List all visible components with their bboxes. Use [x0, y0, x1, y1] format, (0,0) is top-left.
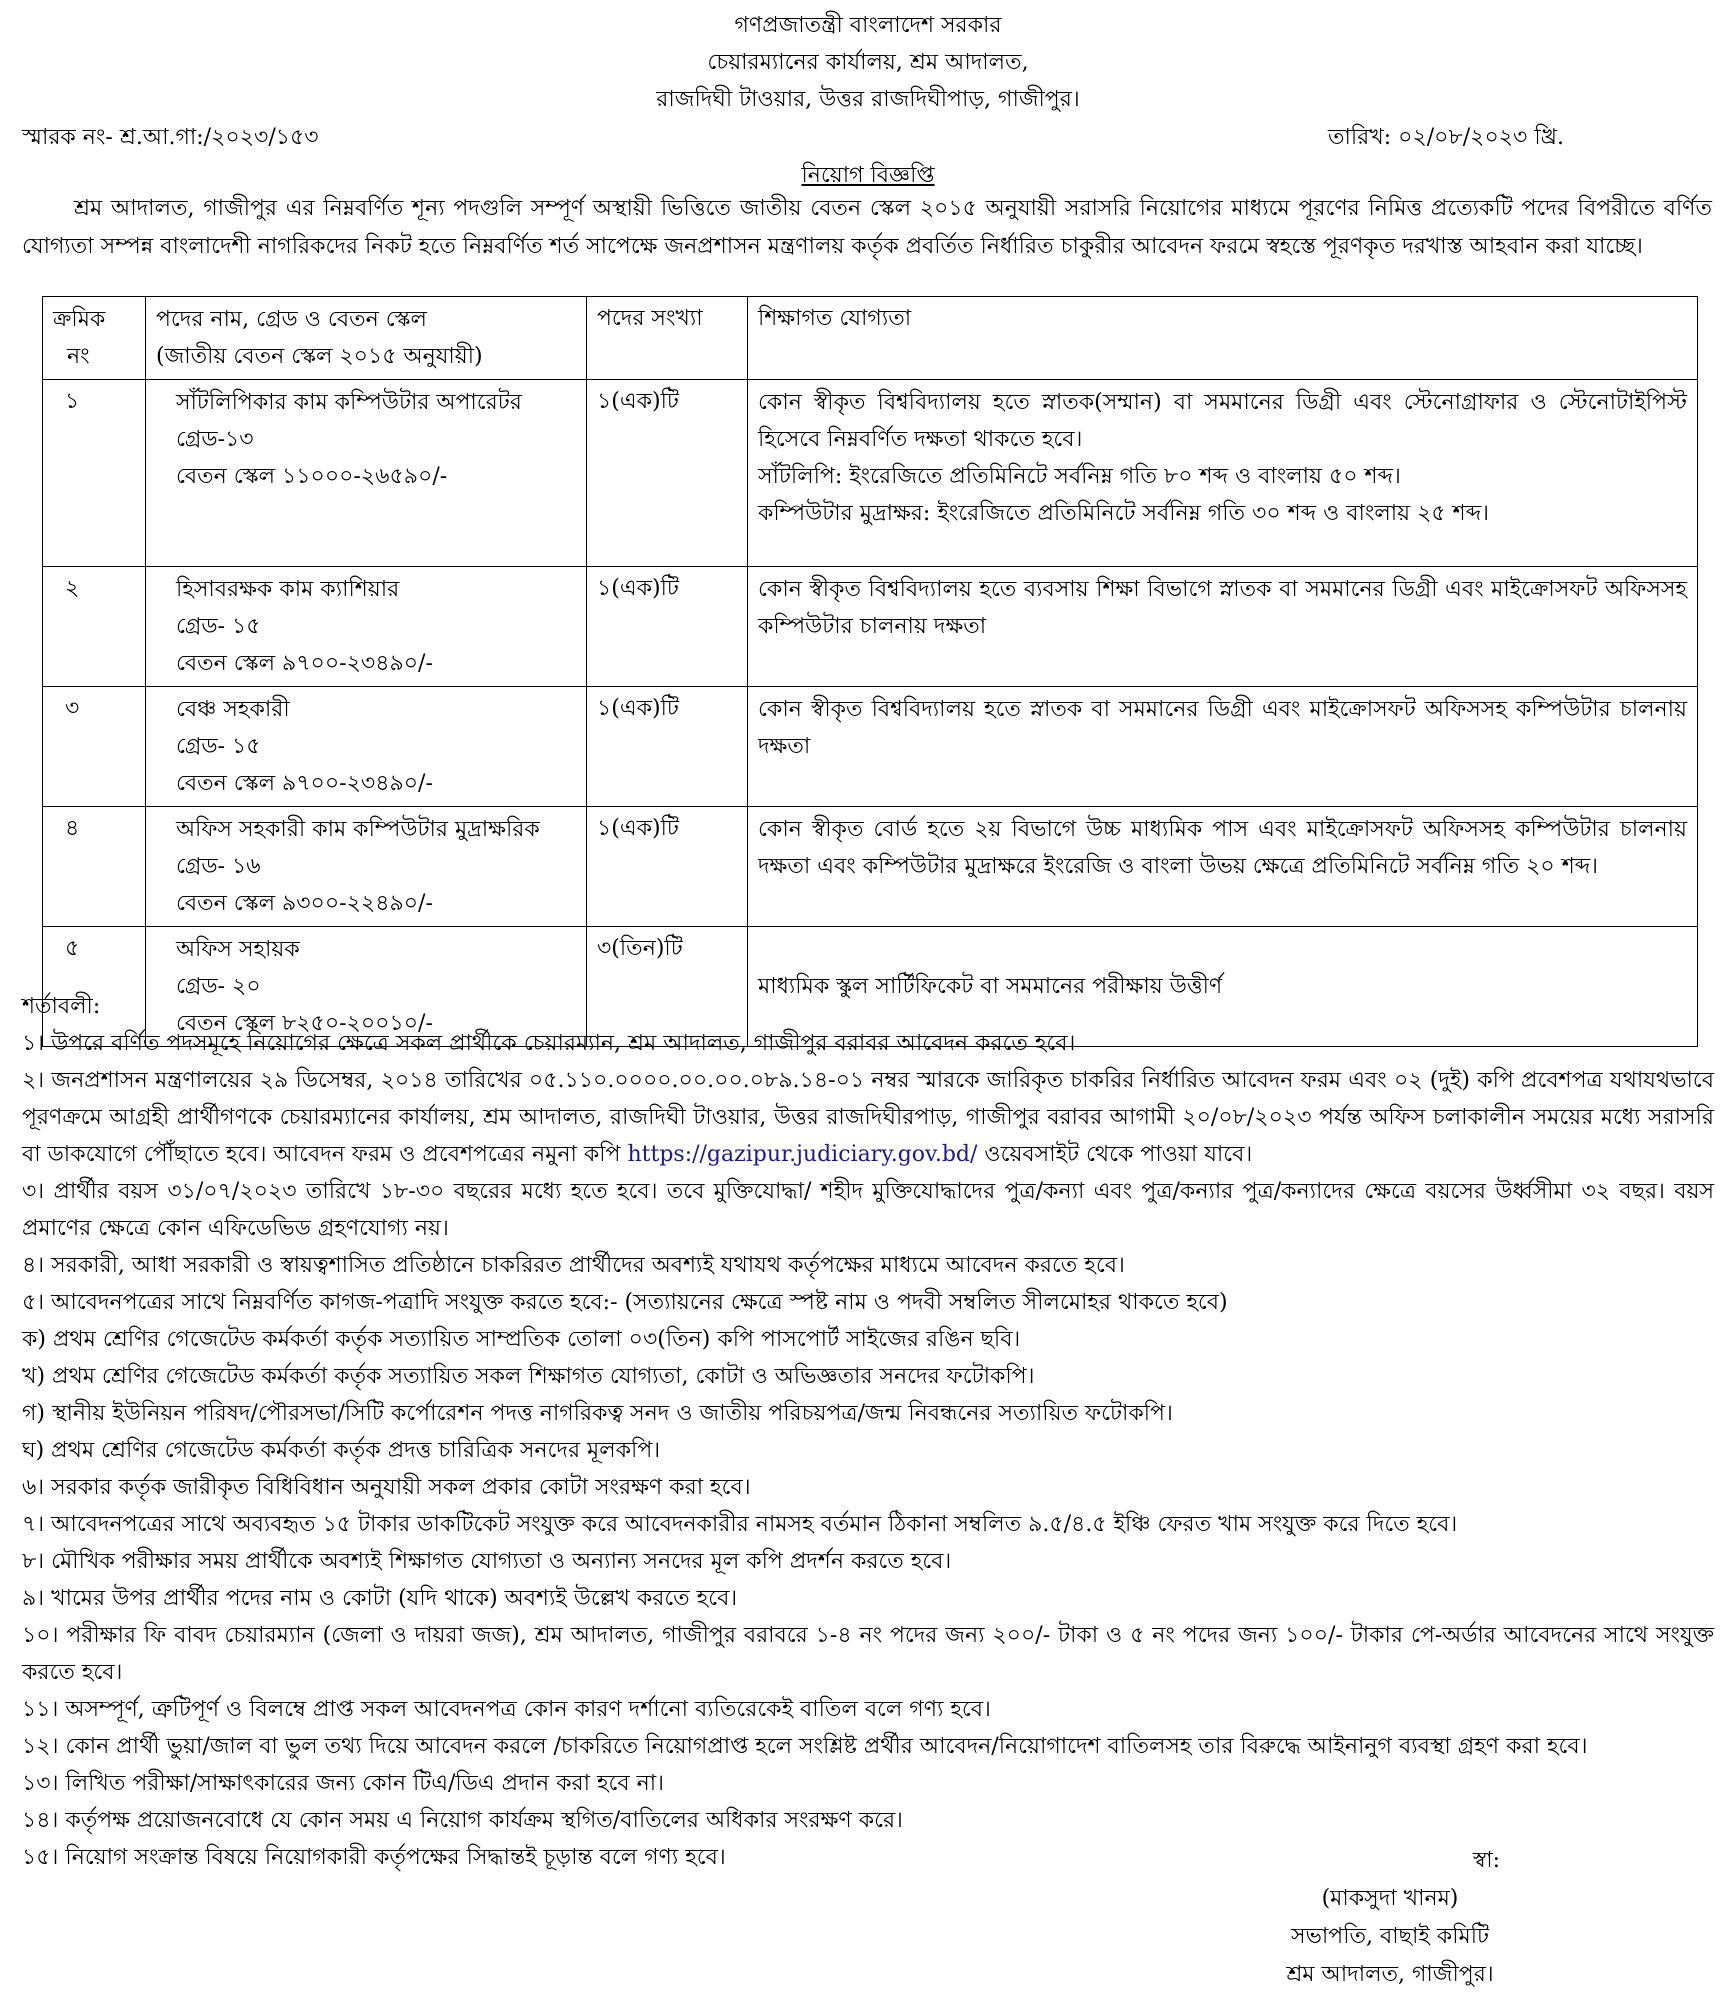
conditions-section — [22, 988, 1714, 1876]
post-name: অফিস সহকারী কাম কম্পিউটার মুদ্রাক্ষরিক — [176, 817, 540, 842]
header-count: পদের সংখ্যা — [587, 297, 748, 380]
condition-subitem: ঘ) প্রথম শ্রেণির গেজেটেড কর্মকর্তা কর্তৃক প্রদত্ত চারিত্রিক সনদের মূলকপি। — [22, 1438, 661, 1463]
post-grade: গ্রেড- ১৫ — [176, 734, 261, 759]
table-row — [43, 807, 1698, 927]
post-name: অফিস সহায়ক — [176, 937, 300, 962]
row-serial: ৩ — [43, 687, 146, 807]
row-qualification — [748, 807, 1698, 927]
condition-item: ১। উপরে বর্ণিত পদসমূহে নিয়োগের ক্ষেত্রে সকল প্রার্থীকে চেয়ারম্যান, শ্রম আদালত, গাজীপুর বরাবর আবেদন করতে হবে। — [22, 1031, 1076, 1056]
condition-item: ১২। কোন প্রার্থী ভুয়া/জাল বা ভুল তথ্য দিয়ে আবেদন করলে /চাকরিতে নিয়োগপ্রাপ্ত হলে সংশ্লিষ্ট প্রর্থীর আবেদন/নিয়োগাদেশ বাতিলসহ তার বিরুদ্ধে আইনানুগ ব্যবস্থা গ্রহণ করা হবে। — [22, 1734, 1588, 1759]
row-post — [146, 567, 587, 687]
post-name: সাঁটলিপিকার কাম কম্পিউটার অপারেটর — [176, 390, 522, 415]
condition-item: ৯। খামের উপর প্রার্থীর পদের নাম ও কোটা (যদি থাকে) অবশ্যই উল্লেখ করতে হবে। — [22, 1586, 738, 1611]
row-count: ১(এক)টি — [587, 380, 748, 567]
row-count: ৩(তিন)টি — [587, 927, 748, 1047]
post-name: বেঞ্চ সহকারী — [176, 697, 290, 722]
intro-paragraph: শ্রম আদালত, গাজীপুর এর নিম্নবর্ণিত শূন্য পদগুলি সম্পূর্ণ অস্থায়ী ভিত্তিতে জাতীয় বেতন স্কেল ২০১৫ অনুযায়ী সরাসরি নিয়োগের মাধ্যমে পূরণের নিমিত্ত প্রত্যেকটি পদের বিপরীতে বর্ণিত যোগ্যতা সম্পন্ন বাংলাদেশী নাগরিকদের নিকট হতে নিম্নবর্ণিত শর্ত সাপেক্ষে জনপ্রশাসন মন্ত্রণালয় কর্তৃক প্রবর্তিত নির্ধারিত চাকুরীর আবেদন ফরমে স্বহস্তে পূরণকৃত দরখাস্ত আহবান করা যাচ্ছে। — [22, 196, 1712, 259]
header-address: রাজদিঘী টাওয়ার, উত্তর রাজদিঘীপাড়, গাজীপুর। — [656, 87, 1080, 112]
row-post — [146, 380, 587, 567]
condition-item: ৬। সরকার কর্তৃক জারীকৃত বিধিবিধান অনুযায়ী সকল প্রকার কোটা সংরক্ষণ করা হবে। — [22, 1475, 751, 1500]
table-row — [43, 380, 1698, 567]
condition-subitem: ক) প্রথম শ্রেণির গেজেটেড কর্মকর্তা কর্তৃক সত্যায়িত সাম্প্রতিক তোলা ০৩(তিন) কপি পাসপোর্ট সাইজের রঙিন ছবি। — [22, 1327, 1021, 1352]
website-link[interactable]: https://gazipur.judiciary.gov.bd/ — [627, 1142, 978, 1167]
row-count: ১(এক)টি — [587, 687, 748, 807]
memo-number: স্মারক নং- শ্র.আ.গা:/২০২৩/১৫৩ — [22, 125, 319, 150]
post-name: হিসাবরক্ষক কাম ক্যাশিয়ার — [176, 577, 400, 602]
header-post: পদের নাম, গ্রেড ও বেতন স্কেল (জাতীয় বেতন স্কেল ২০১৫ অনুযায়ী) — [146, 297, 587, 380]
row-post — [146, 807, 587, 927]
condition-item: ২। জনপ্রশাসন মন্ত্রণালয়ের ২৯ ডিসেম্বর, ২০১৪ তারিখের ০৫.১১০.০০০০.০০.০০.০৮৯.১৪-০১ নম্বর স্মারকে জারিকৃত চাকরির নির্ধারিত আবেদন ফরম এবং ০২ (দুই) কপি প্রবেশপত্র যথাযথভাবে পূরণক্রমে আগ্রহী প্রার্থীগণকে চেয়ারম্যানের কার্যালয়, শ্রম আদালত, রাজদিঘী টাওয়ার, উত্তর রাজদিঘীরপাড়, গাজীপুর বরাবর আগামী ২০/০৮/২০২৩ পর্যন্ত অফিস চলাকালীন সময়ের মধ্যে সরাসরি বা ডাকযোগে পৌঁছাতে হবে। আবেদন ফরম ও প্রবেশপত্রের নমুনা কপি https://gazipur.judiciary.gov.bd/ ওয়েবসাইট থেকে পাওয়া যাবে। — [22, 1068, 1714, 1167]
condition-item: ৩। প্রার্থীর বয়স ৩১/০৭/২০২৩ তারিখে ১৮-৩০ বছরের মধ্যে হতে হবে। তবে মুক্তিযোদ্ধা/ শহীদ মুক্তিযোদ্ধাদের পুত্র/কন্যা এবং পুত্র/কন্যার পুত্র/কন্যাদের ক্ষেত্রে বয়সের উর্ধ্বসীমা ৩২ বছর। বয়স প্রমাণের ক্ষেত্রে কোন এফিডেভিড গ্রহণযোগ্য নয়। — [22, 1179, 1714, 1241]
condition-subitem: খ) প্রথম শ্রেণির গেজেটেড কর্মকর্তা কর্তৃক সত্যায়িত সকল শিক্ষাগত যোগ্যতা, কোটা ও অভিজ্ঞতার সনদের ফটোকপি। — [22, 1364, 1035, 1389]
row-count: ১(এক)টি — [587, 807, 748, 927]
row-serial: ৪ — [43, 807, 146, 927]
qualification-text: কোন স্বীকৃত বিশ্ববিদ্যালয় হতে স্নাতক(সম্মান) বা সমমানের ডিগ্রী এবং স্টেনোগ্রাফার ও স্টেনোটাইপিস্ট হিসেবে নিম্নবর্ণিত দক্ষতা থাকতে হবে। — [758, 390, 1687, 452]
signatory-office: শ্রম আদালত, গাজীপুর। — [1286, 1962, 1494, 1987]
table-header-row — [43, 297, 1698, 380]
condition-item: ১০। পরীক্ষার ফি বাবদ চেয়ারম্যান (জেলা ও দায়রা জজ), শ্রম আদালত, গাজীপুর বরাবরে ১-৪ নং পদের জন্য ২০০/- টাকা ও ৫ নং পদের জন্য ১০০/- টাকার পে-অর্ডার আবেদনের সাথে সংযুক্ত করতে হবে। — [22, 1623, 1714, 1685]
header-office: চেয়ারম্যানের কার্যালয়, শ্রম আদালত, — [707, 50, 1029, 75]
qualification-text: কোন স্বীকৃত বিশ্ববিদ্যালয় হতে স্নাতক বা সমমানের ডিগ্রী এবং মাইক্রোসফট অফিসসহ কম্পিউটার চালনায় দক্ষতা — [758, 697, 1687, 759]
header-government: গণপ্রজাতন্ত্রী বাংলাদেশ সরকার — [734, 13, 1002, 38]
post-scale: বেতন স্কেল ৮২৫০-২০০১০/- — [176, 1011, 433, 1036]
signatory-name: (মাকসুদা খানম) — [1321, 1886, 1459, 1911]
qualification-text: সাঁটলিপি: ইংরেজিতে প্রতিমিনিটে সর্বনিম্ন গতি ৮০ শব্দ ও বাংলায় ৫০ শব্দ। — [758, 464, 1401, 489]
row-qualification — [748, 380, 1698, 567]
condition-item: ৭। আবেদনপত্রের সাথে অব্যবহৃত ১৫ টাকার ডাকটিকেট সংযুক্ত করে আবেদনকারীর নামসহ বর্তমান ঠিকানা সম্বলিত ৯.৫/৪.৫ ইঞ্চি ফেরত খাম সংযুক্ত করে দিতে হবে। — [22, 1512, 1458, 1537]
post-grade: গ্রেড- ১৫ — [176, 614, 261, 639]
row-serial: ১ — [43, 380, 146, 567]
row-qualification — [748, 567, 1698, 687]
post-scale: বেতন স্কেল ৯৭০০-২৩৪৯০/- — [176, 651, 433, 676]
condition-item: ১৫। নিয়োগ সংক্রান্ত বিষয়ে নিয়োগকারী কর্তৃপক্ষের সিদ্ধান্তই চূড়ান্ত বলে গণ্য হবে। — [22, 1845, 726, 1870]
header-qualification: শিক্ষাগত যোগ্যতা — [748, 297, 1698, 380]
signature-mark: স্বা: — [1472, 1848, 1500, 1873]
post-scale: বেতন স্কেল ৯৭০০-২৩৪৯০/- — [176, 771, 433, 796]
post-scale: বেতন স্কেল ৯৩০০-২২৪৯০/- — [176, 891, 433, 916]
row-count: ১(এক)টি — [587, 567, 748, 687]
condition-item: ১১। অসম্পূর্ণ, ত্রুটিপূর্ণ ও বিলম্বে প্রাপ্ত সকল আবেদনপত্র কোন কারণ দর্শানো ব্যতিরেকেই বাতিল বলে গণ্য হবে। — [22, 1697, 991, 1722]
condition-subitem: গ) স্থানীয় ইউনিয়ন পরিষদ/পৌরসভা/সিটি কর্পোরেশন পদত্ত নাগরিকত্ব সনদ ও জাতীয় পরিচয়পত্র/জন্ম নিবন্ধনের সত্যায়িত ফটোকপি। — [22, 1401, 1173, 1426]
row-serial: ২ — [43, 567, 146, 687]
post-scale: বেতন স্কেল ১১০০০-২৬৫৯০/- — [176, 464, 448, 489]
table-row — [43, 687, 1698, 807]
condition-item: ১৪। কর্তৃপক্ষ প্রয়োজনবোধে যে কোন সময় এ নিয়োগ কার্যক্রম স্থগিত/বাতিলের অধিকার সংরক্ষণ করে। — [22, 1808, 903, 1833]
header-serial: ক্রমিক নং — [43, 297, 146, 380]
row-qualification — [748, 687, 1698, 807]
condition-item: ৮। মৌখিক পরীক্ষার সময় প্রার্থীকে অবশ্যই শিক্ষাগত যোগ্যতা ও অন্যান্য সনদের মূল কপি প্রদর্শন করতে হবে। — [22, 1549, 952, 1574]
row-post — [146, 687, 587, 807]
condition-item: ৫। আবেদনপত্রের সাথে নিম্নবর্ণিত কাগজ-পত্রাদি সংযুক্ত করতে হবে:- (সত্যায়নের ক্ষেত্রে স্পষ্ট নাম ও পদবী সম্বলিত সীলমোহর থাকতে হবে) — [22, 1290, 1228, 1315]
qualification-text: কোন স্বীকৃত বিশ্ববিদ্যালয় হতে ব্যবসায় শিক্ষা বিভাগে স্নাতক বা সমমানের ডিগ্রী এবং মাইক্রোসফট অফিসসহ কম্পিউটার চালনায় দক্ষতা — [758, 577, 1687, 639]
conditions-heading: শর্তাবলী: — [22, 994, 101, 1019]
signature-block — [1240, 1842, 1540, 1994]
table-row — [43, 567, 1698, 687]
notice-date: তারিখ: ০২/০৮/২০২৩ খ্রি. — [1328, 125, 1565, 150]
page-title: নিয়োগ বিজ্ঞপ্তি — [801, 163, 935, 188]
posts-table — [42, 296, 1698, 1047]
qualification-text: মাধ্যমিক স্কুল সার্টিফিকেট বা সমমানের পরীক্ষায় উত্তীর্ণ — [758, 974, 1223, 999]
signatory-designation: সভাপতি, বাছাই কমিটি — [1291, 1924, 1489, 1949]
condition-item: ৪। সরকারী, আধা সরকারী ও স্বায়ত্বশাসিত প্রতিষ্ঠানে চাকরিরত প্রার্থীদের অবশ্যই যথাযথ কর্তৃপক্ষের মাধ্যমে আবেদন করতে হবে। — [22, 1253, 1125, 1278]
post-grade: গ্রেড- ২০ — [176, 974, 261, 999]
post-grade: গ্রেড-১৩ — [176, 427, 254, 452]
qualification-text: কম্পিউটার মুদ্রাক্ষর: ইংরেজিতে প্রতিমিনিটে সর্বনিম্ন গতি ৩০ শব্দ ও বাংলায় ২৫ শব্দ। — [758, 501, 1490, 526]
row-serial: ৫ — [43, 927, 146, 1047]
qualification-text: কোন স্বীকৃত বোর্ড হতে ২য় বিভাগে উচ্চ মাধ্যমিক পাস এবং মাইক্রোসফট অফিসসহ কম্পিউটার চালনায় দক্ষতা এবং কম্পিউটার মুদ্রাক্ষরে ইংরেজি ও বাংলা উভয় ক্ষেত্রে প্রতিমিনিটে সর্বনিম্ন গতি ২০ শব্দ। — [758, 817, 1687, 879]
condition-item: ১৩। লিখিত পরীক্ষা/সাক্ষাৎকারের জন্য কোন টিএ/ডিএ প্রদান করা হবে না। — [22, 1771, 665, 1796]
post-grade: গ্রেড- ১৬ — [176, 854, 261, 879]
